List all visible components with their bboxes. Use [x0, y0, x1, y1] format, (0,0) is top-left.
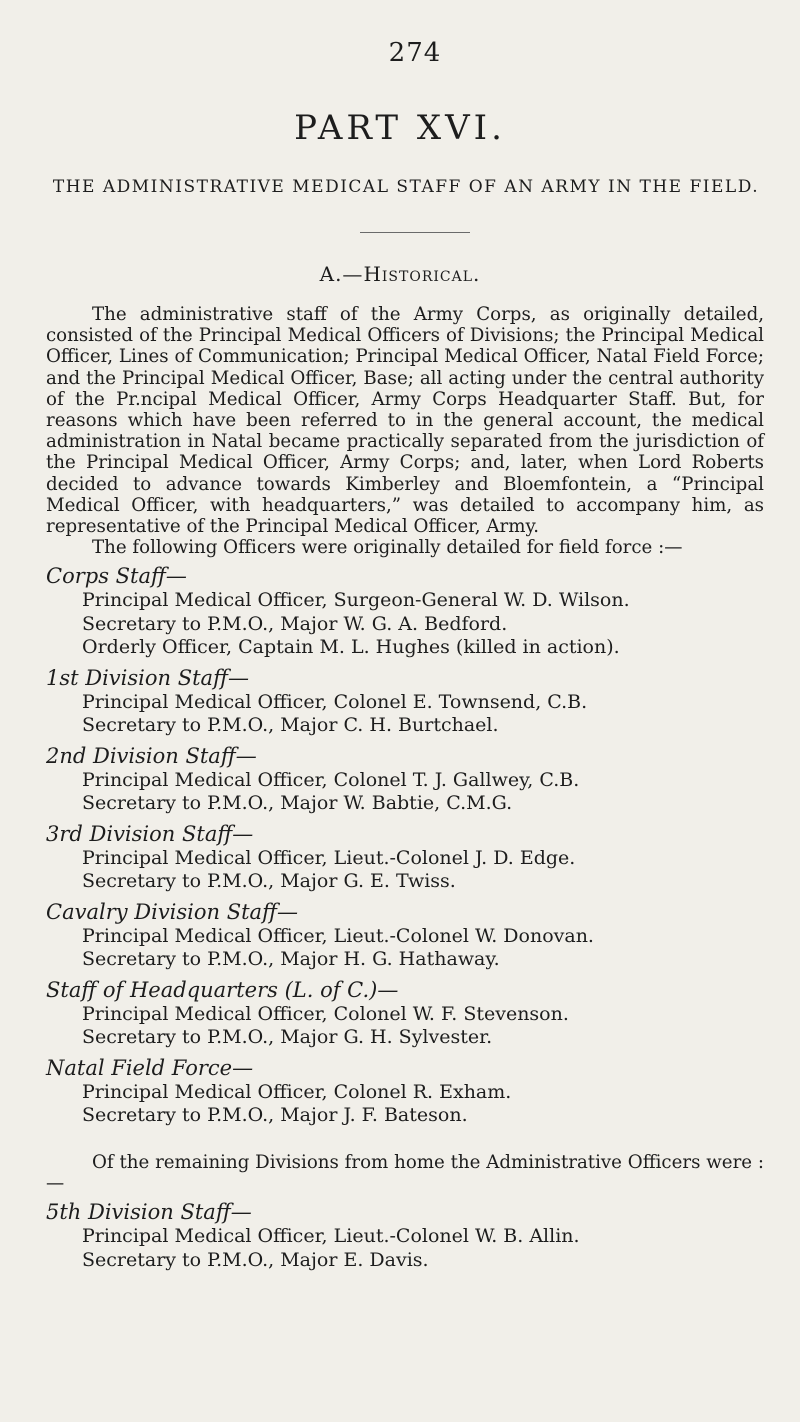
staff-group	[46, 822, 764, 894]
staff-group	[46, 744, 764, 816]
staff-entry: Secretary to P.M.O., Major E. Davis.	[82, 1248, 429, 1271]
intro-paragraph: The administrative staff of the Army Corps, as originally detailed, consisted of the Principal Medical Officers of Divisions; the Principal Medical Officer, Lines of Communication; Principal Medical Officer, Natal Field Force; and the Principal Medical Officer, Base; all acting under the central authority of the Pr.ncipal Medical Officer, Army Corps Headquarter Staff. But, for reasons which have been referred to in the general account, the medical administration in Natal became practically separated from the jurisdiction of the Principal Medical Officer, Army Corps; and, later, when Lord Roberts decided to advance towards Kimberley and Bloemfontein, a “Principal Medical Officer, with headquarters,” was detailed to accompany him, as representative of the Principal Medical Officer, Army.	[46, 304, 764, 538]
body-text	[46, 304, 764, 1272]
page-number: 274	[388, 38, 442, 68]
part-title: PART XVI.	[294, 108, 506, 148]
staff-entry: Principal Medical Officer, Colonel R. Exham.	[82, 1080, 512, 1103]
section-title: Historical.	[363, 262, 481, 286]
staff-group	[46, 900, 764, 972]
staff-entry: Secretary to P.M.O., Major W. G. A. Bedford.	[82, 612, 508, 635]
group-heading: Staff of Headquarters (L. of C.)—	[46, 977, 399, 1002]
staff-group	[46, 978, 764, 1050]
staff-entry: Principal Medical Officer, Lieut.-Colonel W. Donovan.	[82, 924, 594, 947]
staff-entry: Principal Medical Officer, Lieut.-Colonel W. B. Allin.	[82, 1225, 580, 1248]
staff-entry: Secretary to P.M.O., Major H. G. Hathaway.	[82, 948, 500, 971]
staff-entry: Principal Medical Officer, Colonel T. J. Gallwey, C.B.	[82, 768, 580, 791]
staff-entry: Secretary to P.M.O., Major W. Babtie, C.M.G.	[82, 792, 513, 815]
staff-entry: Orderly Officer, Captain M. L. Hughes (killed in action).	[82, 636, 620, 659]
staff-group	[46, 1200, 764, 1272]
group-heading: 1st Division Staff—	[46, 665, 249, 690]
part-subject: THE ADMINISTRATIVE MEDICAL STAFF OF AN ARMY IN THE FIELD.	[52, 177, 760, 197]
remaining-paragraph: Of the remaining Divisions from home the Administrative Officers were :—	[46, 1151, 764, 1195]
staff-entry: Principal Medical Officer, Surgeon-General W. D. Wilson.	[82, 589, 630, 612]
staff-group	[46, 666, 764, 738]
divider-rule	[360, 232, 470, 233]
intro-paragraph: The following Officers were originally detailed for field force :—	[92, 537, 683, 559]
staff-entry: Secretary to P.M.O., Major G. E. Twiss.	[82, 870, 456, 893]
staff-entry: Secretary to P.M.O., Major C. H. Burtchael.	[82, 714, 499, 737]
group-heading: 2nd Division Staff—	[46, 743, 257, 768]
staff-entry: Principal Medical Officer, Lieut.-Colonel J. D. Edge.	[82, 846, 576, 869]
group-heading: Corps Staff—	[46, 564, 187, 589]
staff-group	[46, 564, 764, 660]
staff-entry: Secretary to P.M.O., Major G. H. Sylvester.	[82, 1026, 493, 1049]
group-heading: Cavalry Division Staff—	[46, 899, 298, 924]
staff-entry: Secretary to P.M.O., Major J. F. Bateson.	[82, 1104, 468, 1127]
group-heading: Natal Field Force—	[46, 1055, 254, 1080]
staff-group	[46, 1056, 764, 1128]
staff-entry: Principal Medical Officer, Colonel W. F. Stevenson.	[82, 1002, 569, 1025]
section-heading	[0, 262, 800, 286]
group-heading: 5th Division Staff—	[46, 1200, 252, 1225]
group-heading: 3rd Division Staff—	[46, 821, 254, 846]
section-prefix: A.—	[319, 262, 364, 286]
staff-entry: Principal Medical Officer, Colonel E. Townsend, C.B.	[82, 690, 588, 713]
